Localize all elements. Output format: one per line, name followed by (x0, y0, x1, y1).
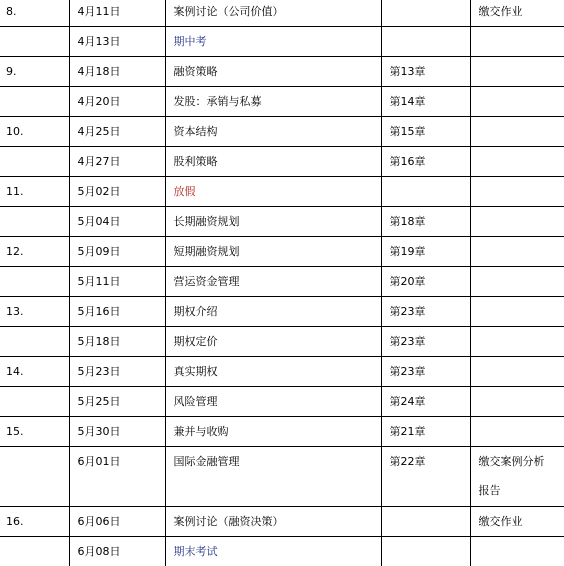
table-row (0, 507, 564, 537)
assignment-note (470, 237, 564, 267)
week-number: 8. (0, 0, 69, 27)
class-date: 6月08日 (69, 537, 165, 566)
class-topic: 放假 (165, 177, 381, 207)
week-number (0, 147, 69, 177)
chapter-reference (381, 507, 470, 537)
table-row (0, 117, 564, 147)
week-number (0, 267, 69, 297)
week-number: 13. (0, 297, 69, 327)
week-number (0, 447, 69, 507)
class-date: 4月25日 (69, 117, 165, 147)
week-number: 14. (0, 357, 69, 387)
chapter-reference: 第24章 (381, 387, 470, 417)
chapter-reference: 第20章 (381, 267, 470, 297)
table-row (0, 0, 564, 27)
week-number: 12. (0, 237, 69, 267)
class-topic: 案例讨论（融资决策） (165, 507, 381, 537)
week-number: 15. (0, 417, 69, 447)
assignment-note (470, 177, 564, 207)
assignment-note (470, 357, 564, 387)
chapter-reference-text: 第22章 (390, 447, 470, 476)
chapter-reference (381, 447, 470, 507)
class-topic: 短期融资规划 (165, 237, 381, 267)
week-number: 9. (0, 57, 69, 87)
assignment-note (470, 267, 564, 297)
class-topic-text: 国际金融管理 (174, 447, 381, 476)
table-row (0, 417, 564, 447)
chapter-reference: 第21章 (381, 417, 470, 447)
class-date: 4月18日 (69, 57, 165, 87)
assignment-note: 缴交作业 (470, 0, 564, 27)
class-topic: 发股：承销与私募 (165, 87, 381, 117)
class-date: 5月11日 (69, 267, 165, 297)
class-date: 5月02日 (69, 177, 165, 207)
assignment-note-line-2: 报告 (479, 476, 564, 505)
chapter-reference: 第23章 (381, 297, 470, 327)
assignment-note (470, 417, 564, 447)
class-date: 5月09日 (69, 237, 165, 267)
class-topic: 真实期权 (165, 357, 381, 387)
table-row (0, 387, 564, 417)
class-date: 5月23日 (69, 357, 165, 387)
chapter-reference: 第13章 (381, 57, 470, 87)
class-topic: 期中考 (165, 27, 381, 57)
table-row (0, 177, 564, 207)
class-date: 5月30日 (69, 417, 165, 447)
chapter-reference (381, 177, 470, 207)
class-date: 5月18日 (69, 327, 165, 357)
assignment-note (470, 117, 564, 147)
table-row (0, 327, 564, 357)
week-number (0, 207, 69, 237)
table-row (0, 147, 564, 177)
chapter-reference: 第16章 (381, 147, 470, 177)
table-row (0, 87, 564, 117)
class-date: 4月27日 (69, 147, 165, 177)
assignment-note (470, 327, 564, 357)
week-number (0, 327, 69, 357)
chapter-reference: 第23章 (381, 357, 470, 387)
class-topic: 兼并与收购 (165, 417, 381, 447)
assignment-note (470, 447, 564, 507)
assignment-note: 缴交作业 (470, 507, 564, 537)
class-topic: 期权介绍 (165, 297, 381, 327)
class-topic: 期权定价 (165, 327, 381, 357)
chapter-reference: 第19章 (381, 237, 470, 267)
table-row (0, 447, 564, 507)
assignment-note (470, 87, 564, 117)
class-topic: 期末考试 (165, 537, 381, 566)
assignment-note (470, 27, 564, 57)
week-number (0, 387, 69, 417)
class-date: 4月13日 (69, 27, 165, 57)
table-row (0, 57, 564, 87)
assignment-note (470, 207, 564, 237)
class-topic: 长期融资规划 (165, 207, 381, 237)
assignment-note (470, 387, 564, 417)
assignment-note (470, 297, 564, 327)
table-row (0, 267, 564, 297)
class-topic: 案例讨论（公司价值） (165, 0, 381, 27)
assignment-note-line-1: 缴交案例分析 (479, 447, 564, 476)
class-date: 4月20日 (69, 87, 165, 117)
week-number: 16. (0, 507, 69, 537)
chapter-reference: 第18章 (381, 207, 470, 237)
assignment-note (470, 57, 564, 87)
week-number (0, 87, 69, 117)
week-number: 11. (0, 177, 69, 207)
table-row (0, 297, 564, 327)
class-date (69, 447, 165, 507)
chapter-reference: 第14章 (381, 87, 470, 117)
class-date: 4月11日 (69, 0, 165, 27)
table-row (0, 357, 564, 387)
class-topic: 风险管理 (165, 387, 381, 417)
week-number (0, 27, 69, 57)
assignment-note (470, 147, 564, 177)
chapter-reference (381, 0, 470, 27)
class-date: 5月16日 (69, 297, 165, 327)
table-row (0, 237, 564, 267)
class-date: 6月06日 (69, 507, 165, 537)
class-date-text: 6月01日 (78, 447, 165, 476)
chapter-reference (381, 27, 470, 57)
class-topic: 营运资金管理 (165, 267, 381, 297)
table-row (0, 207, 564, 237)
class-date: 5月04日 (69, 207, 165, 237)
table-row (0, 27, 564, 57)
class-topic: 融资策略 (165, 57, 381, 87)
week-number: 10. (0, 117, 69, 147)
class-date: 5月25日 (69, 387, 165, 417)
class-topic: 资本结构 (165, 117, 381, 147)
chapter-reference: 第23章 (381, 327, 470, 357)
class-topic: 股利策略 (165, 147, 381, 177)
chapter-reference: 第15章 (381, 117, 470, 147)
class-topic (165, 447, 381, 507)
